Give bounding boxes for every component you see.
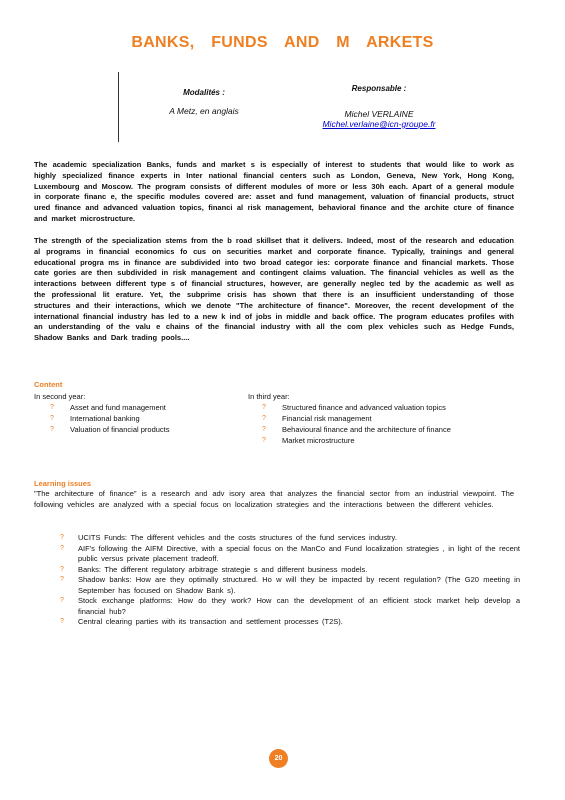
content-heading: Content [34, 380, 63, 389]
bullet-icon: ? [60, 534, 64, 541]
list-item: ? Stock exchange platforms: How do they work? How can the development of an efficient stock market help develop a financial hub? [60, 596, 520, 616]
list-item: ? Market microstructure [262, 436, 355, 445]
info-box [118, 72, 499, 142]
learning-intro: "The architecture of finance" is a research and adv isory area that analyzes the financial sector from an industrial viewpoint. The following vehicles are analyzed with a special focus on localization strategies and the interactions between the different vehicles. [34, 489, 514, 509]
responsable-email-link[interactable]: Michel.verlaine@icn-groupe.fr [322, 119, 436, 129]
page-title: BANKS, FUNDS AND M ARKETS [131, 34, 434, 51]
bullet-icon: ? [262, 437, 266, 444]
list-item: ? Financial risk management [262, 414, 372, 423]
list-item: ? Central clearing parties with its transaction and settlement processes (T2S). [60, 617, 343, 626]
bullet-icon: ? [262, 404, 266, 411]
third-year-label: In third year: [248, 392, 290, 401]
bullet-icon: ? [60, 544, 64, 552]
responsable-block [304, 72, 454, 129]
bullet-icon: ? [50, 404, 54, 411]
second-year-list [50, 402, 234, 435]
second-year-column [34, 391, 234, 435]
bullet-icon: ? [60, 597, 64, 604]
list-item: ? AIF's following the AIFM Directive, with a special focus on the ManCo and Fund localization strategies , in light of the recent public versus private placement tradeoff. [60, 543, 520, 563]
modalites-label: Modalités : [183, 88, 225, 97]
bullet-icon: ? [60, 565, 64, 573]
list-item: ? Structured finance and advanced valuation topics [262, 403, 446, 412]
third-year-column [248, 391, 508, 446]
modalites-block [149, 72, 259, 116]
responsable-label: Responsable : [351, 84, 407, 93]
list-item: ? UCITS Funds: The different vehicles and the costs structures of the fund services industry. [60, 533, 397, 542]
bullet-icon: ? [50, 415, 54, 422]
bullet-icon: ? [50, 426, 54, 433]
list-item: ? Shadow banks: How are they optimally structured. Ho w will they be impacted by recent regulation? (The G20 meeting in September has focused on Shadow Bank s). [60, 575, 520, 595]
list-item: ? Behavioural finance and the architecture of finance [262, 425, 451, 434]
page-number-badge: 20 [269, 749, 288, 768]
bullet-icon: ? [60, 576, 64, 583]
modalites-value: A Metz, en anglais [169, 106, 239, 116]
learning-heading: Learning issues [34, 479, 92, 488]
learning-issues-list [60, 533, 520, 628]
intro-paragraph-2: The strength of the specialization stems from the b road skillset that it delivers. Indeed, most of the research and education al programs in financial economics fo cus on securities market and corporate finance. Typically, trainings and general educational progra ms in finance are subdivided into two broad categor ies: corporate finance and financial markets. Those cate gories are then subdivided in risk management and contingent claims valuation. The financial vehicles as well as the interactions between different type s of financial structures, however, are generally neglec ted by the academic as well as the professional lit erature. Yet, the subprime crisis has shown that there is an insufficient understanding of those structures and their interactions, which we denote "The architecture of finance". Moreover, the recent development of the international financial industry has led to a new k ind of jobs in middle and back office. The program educates profiles with an understanding of the valu e chains of the financial industry with all the com plex vehicles such as Hedge Funds, Shadow Banks and Dark trading pools.... [34, 236, 514, 343]
intro-paragraph-1: The academic specialization Banks, funds and market s is especially of interest to students that would like to work as highly specialized finance experts in Inter national financial centers such as London, Geneva, New York, Hong Kong, Luxembourg and Moscow. The program consists of different modules of more or less 30h each. Apart of a general module in corporate financ e, the specific modules covered are: asset and fund management, valuation of financial products, struct ured finance and advanced valuation topics, financi al risk management, behavioral finance and the archite cture of finance and market microstructure. [34, 160, 514, 223]
bullet-icon: ? [262, 426, 266, 433]
bullet-icon: ? [262, 415, 266, 422]
third-year-list [262, 402, 508, 446]
list-item: ? Banks: The different regulatory arbitrage strategie s and different business models. [60, 564, 368, 574]
bullet-icon: ? [60, 618, 64, 625]
list-item: ? International banking [50, 414, 140, 423]
second-year-label: In second year: [34, 392, 86, 401]
responsable-name: Michel VERLAINE [344, 109, 414, 119]
list-item: ? Valuation of financial products [50, 425, 170, 434]
list-item: ? Asset and fund management [50, 403, 166, 412]
